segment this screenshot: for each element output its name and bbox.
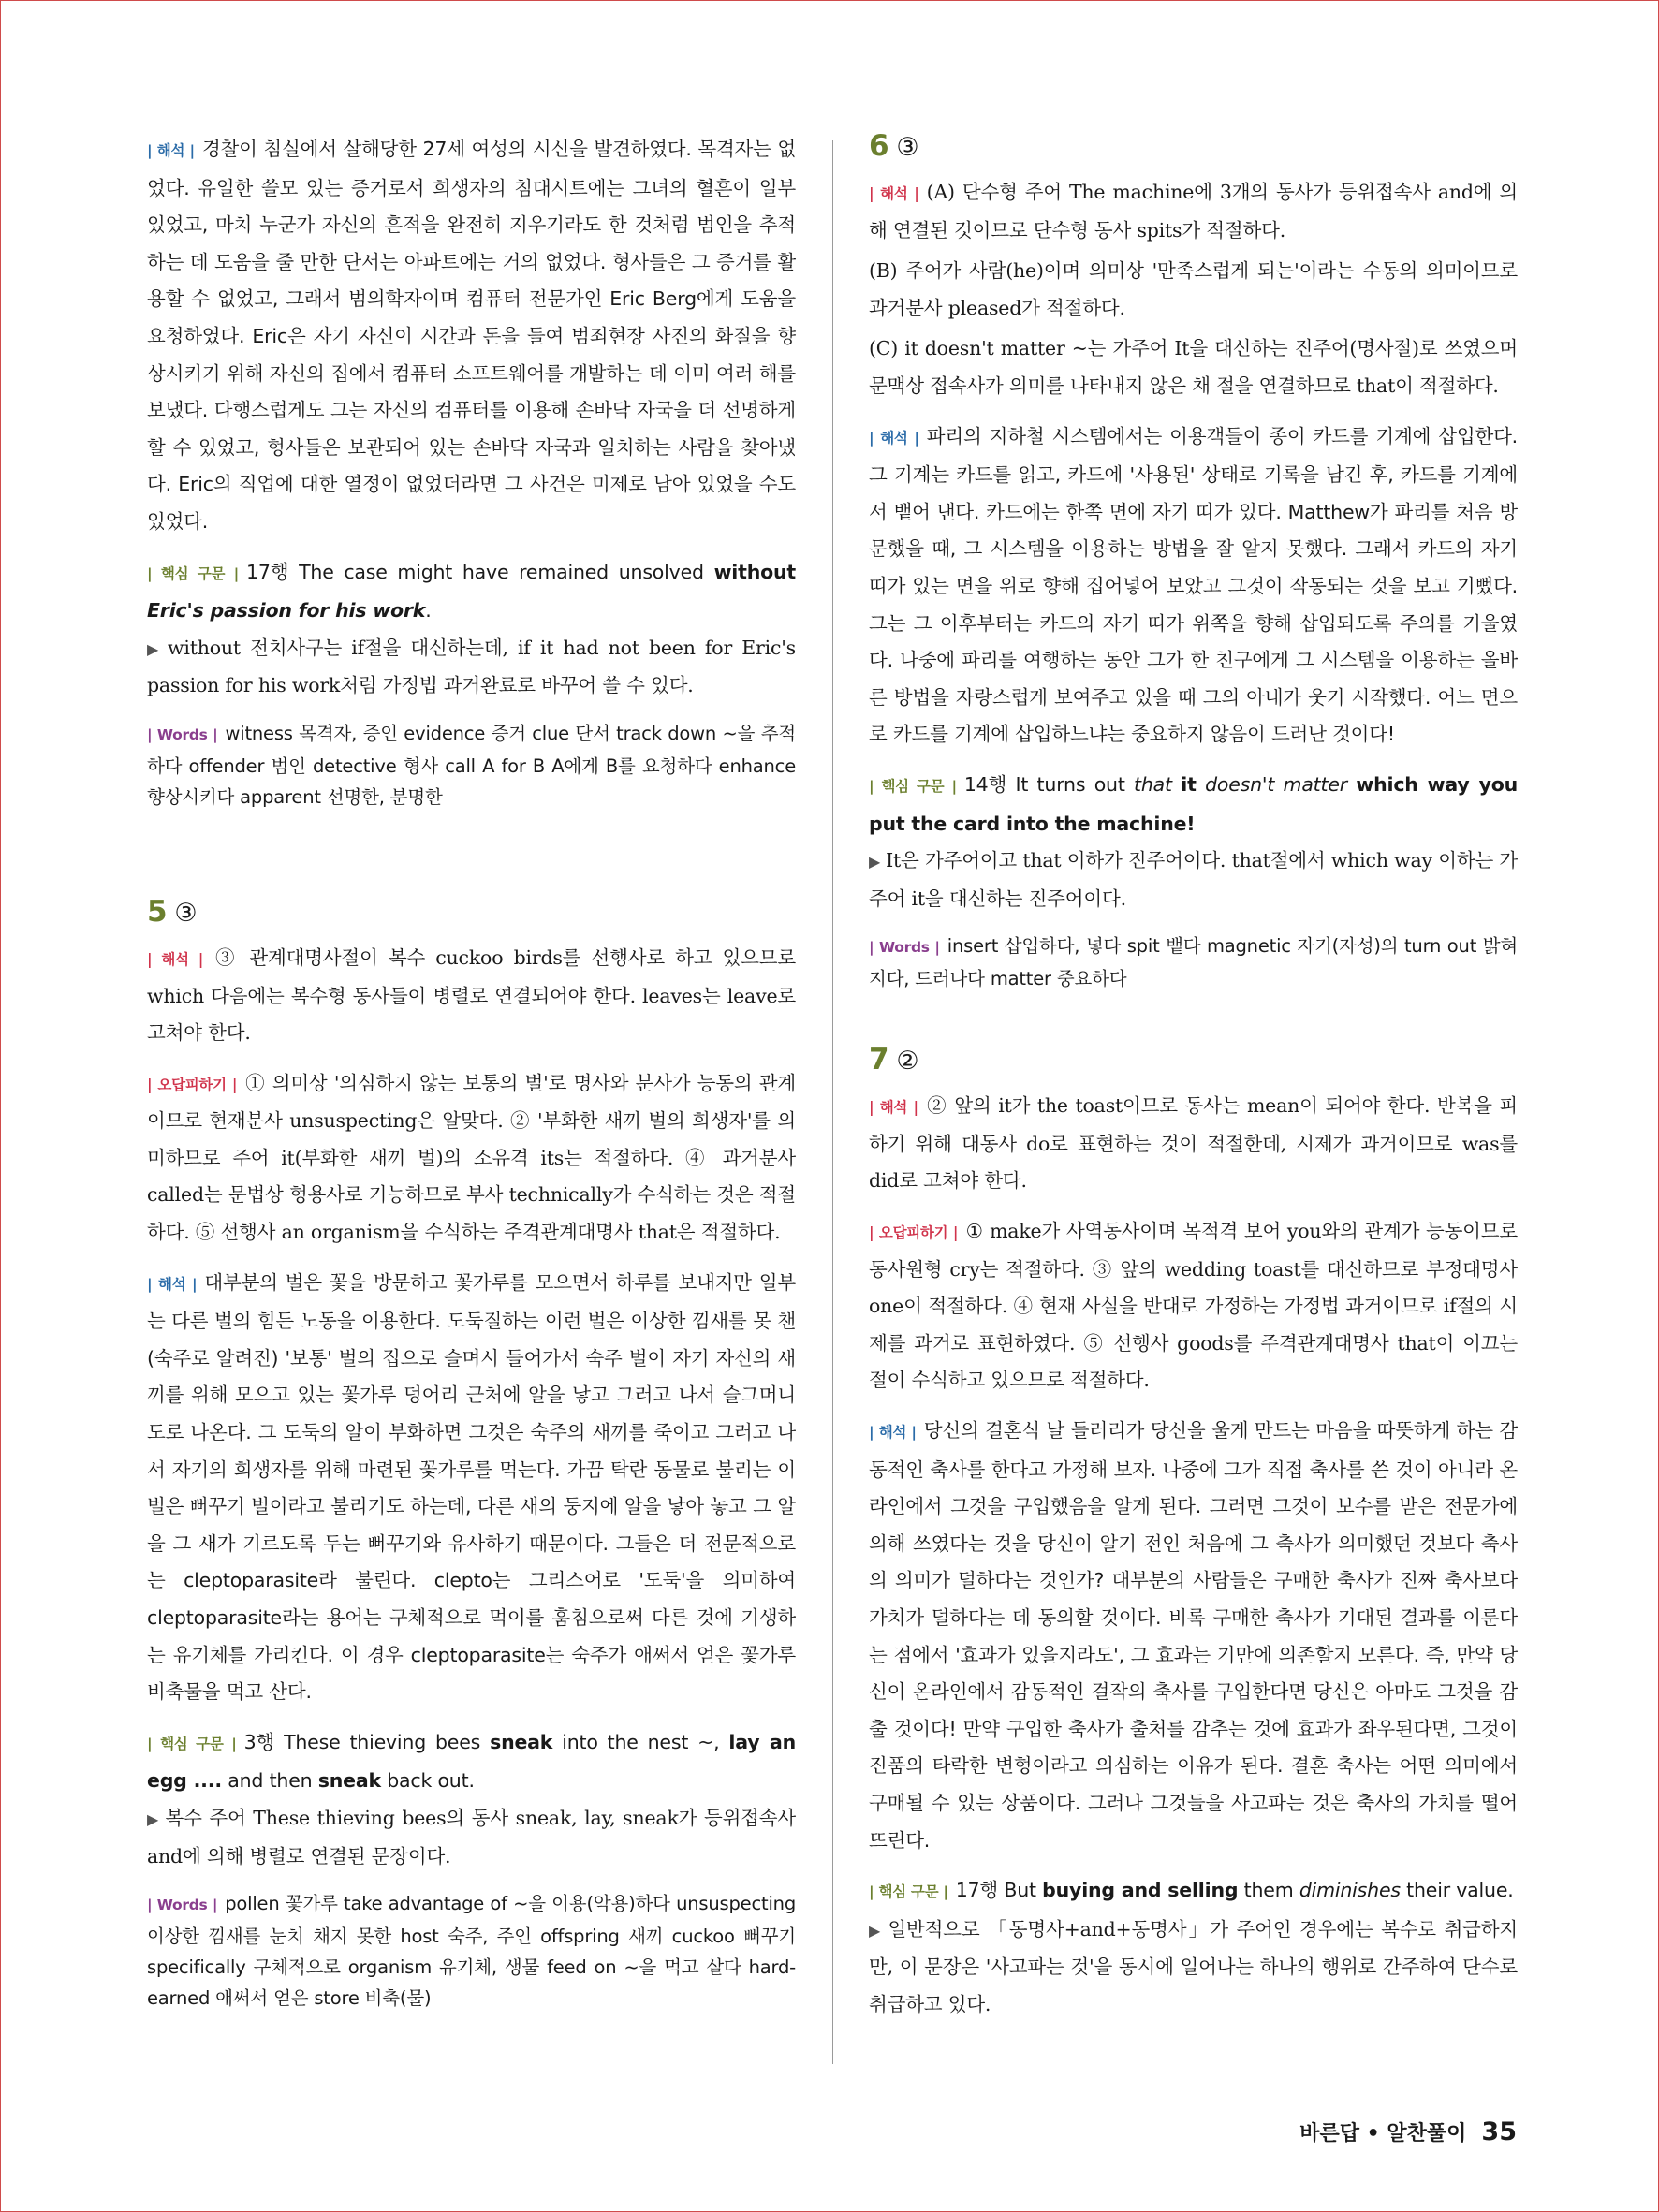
words-label: | Words | [147,725,218,743]
right-column [869,131,1518,2037]
q6-words: | Words | insert 삽입하다, 넣다 spit 뱉다 magnetic 자기(자성)의 turn out 밝혀지다, 드러나다 matter 중요하다 [869,935,1518,990]
left-column [147,131,796,2027]
words-label: | Words | [147,1897,218,1914]
triangle-bullet-icon: ▶ [147,1809,160,1828]
q4-translation: | 해석 | 경찰이 침실에서 살해당한 27세 여성의 시신을 발견하였다. 목격자는 없었다. 유일한 쓸모 있는 증거로서 희생자의 침대시트에는 그녀의 혈흔이 일부 있었고, 마치 누군가 자신의 흔적을 완전히 지우기라도 한 것처럼 범인을 추적하는 데 도움을 줄 만한 단서는 아파트에는 거의 없었다. 형사들은 그 증거를 활용할 수 없었고, 그래서 범의학자이며 컴퓨터 전문가인 Eric Berg에게 도움을 요청하였다. Eric은 자기 자신이 시간과 돈을 들여 범죄현장 사진의 화질을 향상시키기 위해 자신의 집에서 컴퓨터 소프트웨어를 개발하는 데 이미 여러 해를 보냈다. 다행스럽게도 그는 자신의 컴퓨터를 이용해 손바닥 자국을 더 선명하게 할 수 있었고, 형사들은 보관되어 있는 손바닥 자국과 일치하는 사람을 찾아냈다. Eric의 직업에 대한 열정이 없었더라면 그 사건은 미제로 남아 있었을 수도 있었다. [147,138,797,533]
q7-translation: | 해석 | 당신의 결혼식 날 들러리가 당신을 울게 만드는 마음을 따뜻하게 하는 감동적인 축사를 한다고 가정해 보자. 나중에 그가 직접 축사를 쓴 것이 아니라 온라인에서 그것을 구입했음을 알게 된다. 그러면 그것이 보수를 받은 전문가에 의해 쓰였다는 것을 당신이 알기 전인 처음에 그 축사가 의미했던 것보다 축사의 의미가 덜하다는 것인가? 대부분의 사람들은 구매한 축사가 진짜 축사보다 가치가 덜하다는 데 동의할 것이다. 비록 구매한 축사가 기대된 결과를 이룬다는 점에서 '효과가 있을지라도', 그 효과는 기만에 의존할지 모른다. 즉, 만약 당신이 온라인에서 감동적인 걸작의 축사를 구입한다면 당신은 아마도 그것을 감출 것이다! 만약 구입한 축사가 출처를 감추는 것에 효과가 좌우된다면, 그것이 진품의 타락한 변형이라고 의심하는 이유가 된다. 결혼 축사는 어떤 의미에서 구매될 수 있는 상품이다. 그러나 그것들을 사고파는 것은 축사의 가치를 떨어뜨린다. [869,1419,1518,1852]
q7-wrong-answers: | 오답피하기 | ① make가 사역동사이며 목적격 보어 you와의 관계가 능동이므로 동사원형 cry는 적절하다. ③ 앞의 wedding toast를 대신하므로 부정대명사 one이 적절하다. ④ 현재 사실을 반대로 가정하는 가정법 과거이므로 if절의 시제를 과거로 표현하였다. ⑤ 선행사 goods를 주격관계대명사 that이 이끄는 절이 수식하고 있으므로 적절하다. [869,1220,1518,1392]
explanation-label: | 해석 | [147,949,204,968]
key-structure-label: | 핵심 구문 | [147,1735,237,1752]
q4-key-structure: | 핵심 구문 | 17행 The case might have remained unsolved without Eric's passion for his work. ▶ without 전치사구는 if절을 대신하는데, if it had not been for Eric's passion for his work처럼 가정법 과거완료로 바꾸어 쓸 수 있다. [147,560,796,697]
q5-heading: 5 ③ [147,894,198,929]
q5-translation: | 해석 | 대부분의 벌은 꽃을 방문하고 꽃가루를 모으면서 하루를 보내지만 일부는 다른 벌의 힘든 노동을 이용한다. 도둑질하는 이런 벌은 이상한 낌새를 못 챈 (숙주로 알려진) '보통' 벌의 집으로 슬며시 들어가서 숙주 벌이 자기 자신의 새끼를 위해 모으고 있는 꽃가루 덩어리 근처에 알을 낳고 그러고 나서 슬그머니 도로 나온다. 그 도둑의 알이 부화하면 그것은 숙주의 새끼를 죽이고 그러고 나서 자기의 희생자를 위해 마련된 꽃가루를 먹는다. 가끔 탁란 동물로 불리는 이 벌은 뻐꾸기 벌이라고 불리기도 하는데, 다른 새의 둥지에 알을 낳아 놓고 그 알을 그 새가 기르도록 두는 뻐꾸기와 유사하기 때문이다. 그들은 더 전문적으로는 cleptoparasite라 불린다. clepto는 그리스어로 '도둑'을 의미하여 cleptoparasite라는 용어는 구체적으로 먹이를 훔침으로써 다른 것에 기생하는 유기체를 가리킨다. 이 경우 cleptoparasite는 숙주가 애써서 얻은 꽃가루 비축물을 먹고 산다. [147,1270,796,1704]
translation-label: | 해석 | [147,142,195,159]
words-label: | Words | [869,939,940,957]
q5-wrong-answers: | 오답피하기 | ① 의미상 '의심하지 않는 보통의 벌'로 명사와 분사가 능동의 관계이므로 현재분사 unsuspecting은 알맞다. ② '부화한 새끼 벌의 희생자'를 의미하므로 주어 it(부화한 새끼 벌)의 소유격 its는 적절하다. ④ 과거분사 called는 문법상 형용사로 기능하므로 부사 technically가 수식하는 것은 적절하다. ⑤ 선행사 an organism을 수식하는 주격관계대명사 that은 적절하다. [147,1071,796,1244]
q6-explanation-b: (B) 주어가 사람(he)이며 의미상 '만족스럽게 되는'이라는 수동의 의미이므로 과거분사 pleased가 적절하다. [869,259,1518,319]
translation-label: | 해석 | [869,1424,917,1442]
explanation-label: | 해석 | [869,1098,918,1117]
q5-explanation: | 해석 | ③ 관계대명사절이 복수 cuckoo birds를 선행사로 하고 있으므로 which 다음에는 복수형 동사들이 병렬로 연결되어야 한다. leaves는 leave로 고쳐야 한다. [147,945,796,1045]
wrong-answer-label: | 오답피하기 | [869,1223,959,1242]
explanation-label: | 해석 | [869,184,919,202]
page-footer [1299,2117,1517,2146]
q5-key-structure: | 핵심 구문 | 3행 These thieving bees sneak into the nest ~, lay an egg .... and then sneak back out. ▶ 복수 주어 These thieving bees의 동사 sneak, lay, sneak가 등위접속사 and에 의해 병렬로 연결된 문장이다. [147,1730,796,1868]
q7-key-structure: | 핵심 구문 | 17행 But buying and selling them diminishes their value. ▶ 일반적으로 「동명사+and+동명사」가 주어인 경우에는 복수로 취급하지만, 이 문장은 '사고파는 것'을 동시에 일어나는 하나의 행위로 간주하여 단수로 취급하고 있다. [869,1879,1518,2015]
q5-words: | Words | pollen 꽃가루 take advantage of ~을 이용(악용)하다 unsuspecting 이상한 낌새를 눈치 채지 못한 host 숙주, 주인 offspring 새끼 cuckoo 뻐꾸기 specifically 구체적으로 organism 유기체, 생물 feed on ~을 먹고 살다 hard-earned 애써서 얻은 store 비축(물) [147,1893,797,2010]
q7-explanation: | 해석 | ② 앞의 it가 the toast이므로 동사는 mean이 되어야 한다. 반복을 피하기 위해 대동사 do로 표현하는 것이 적절한데, 시제가 과거이므로 was를 did로 고쳐야 한다. [869,1094,1519,1193]
q6-heading: 6 ③ [869,129,919,163]
key-structure-label: | 핵심 구문 | [869,777,957,795]
translation-label: | 해석 | [147,1275,198,1293]
key-structure-label: | 핵심 구문 | [147,564,240,582]
q6-explanation-c: (C) it doesn't matter ~는 가주어 It을 대신하는 진주어(명사절)로 쓰였으며 문맥상 접속사가 의미를 나타내지 않은 채 절을 연결하므로 that이 적절하다. [869,337,1518,397]
q6-key-structure: | 핵심 구문 | 14행 It turns out that it doesn't matter which way you put the card into the machine! ▶ It은 가주어이고 that 이하가 진주어이다. that절에서 which way 이하는 가주어 it을 대신하는 진주어이다. [869,772,1519,910]
page-number: 35 [1481,2117,1517,2146]
book-title: 바른답 • 알찬풀이 [1299,2122,1467,2146]
column-divider [832,140,833,2064]
q6-translation: | 해석 | 파리의 지하철 시스템에서는 이용객들이 종이 카드를 기계에 삽입한다. 그 기계는 카드를 읽고, 카드에 '사용된' 상태로 기록을 남긴 후, 카드를 기계에서 뱉어 낸다. 카드에는 한쪽 면에 자기 띠가 있다. Matthew가 파리를 처음 방문했을 때, 그 시스템을 이용하는 방법을 잘 알지 못했다. 그래서 카드의 자기 띠가 있는 면을 위로 향해 집어넣어 보았고 그것이 작동되는 것을 보고 기뻤다. 그는 그 이후부터는 카드의 자기 띠가 위쪽을 향해 삽입되도록 주의를 기울였다. 나중에 파리를 여행하는 동안 그가 한 친구에게 그 시스템을 이용하는 올바른 방법을 자랑스럽게 보여주고 있을 때 그의 아내가 웃기 시작했다. 어느 면으로 카드를 기계에 삽입하느냐는 중요하지 않음이 드러난 것이다! [869,424,1518,746]
q6-explanation-a: | 해석 | (A) 단수형 주어 The machine에 3개의 동사가 등위접속사 and에 의해 연결된 것이므로 단수형 동사 spits가 적절하다. [869,181,1519,242]
triangle-bullet-icon: ▶ [869,1921,883,1940]
triangle-bullet-icon: ▶ [869,853,881,872]
key-structure-label: | 핵심 구문 | [869,1883,948,1901]
triangle-bullet-icon: ▶ [147,639,162,658]
q7-heading: 7 ② [869,1043,919,1077]
wrong-answer-label: | 오답피하기 | [147,1075,238,1093]
q4-words: | Words | witness 목격자, 증인 evidence 증거 clue 단서 track down ~을 추적하다 offender 범인 detective 형사 call A for B A에게 B를 요청하다 enhance 향상시키다 apparent 선명한, 분명한 [147,722,796,808]
translation-label: | 해석 | [869,429,919,447]
